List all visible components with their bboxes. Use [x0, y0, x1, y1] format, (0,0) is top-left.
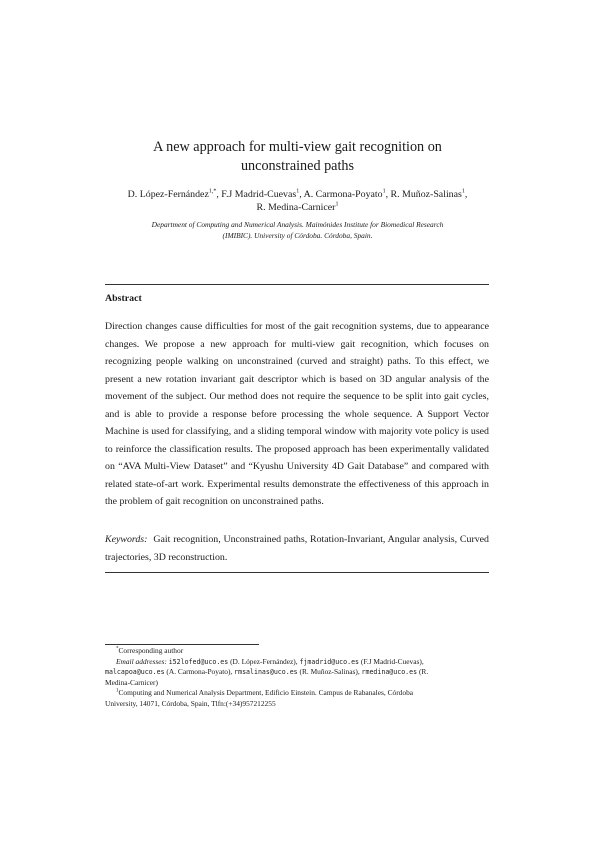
footnote-dept-line-2: University, 14071, Córdoba, Spain, Tlfn:(+34)957212255 — [105, 698, 276, 708]
email-link[interactable]: fjmadrid@uco.es — [299, 657, 360, 666]
footnote-corresponding: *Corresponding author — [116, 646, 184, 655]
abstract-bottom-rule — [105, 572, 489, 573]
email-label: Email addresses: — [116, 656, 167, 666]
author-2: F.J Madrid-Cuevas$^1$, — [221, 188, 304, 200]
footnote-dept-line-1: $^1$Computing and Numerical Analysis Department, Edificio Einstein. Campus de Rabanales, Córdoba — [116, 688, 414, 698]
paper-title — [60, 138, 535, 176]
abstract-heading: Abstract — [105, 293, 142, 304]
keywords — [105, 531, 489, 566]
author-5: R. Medina-Carnicer$^1$ — [256, 201, 339, 213]
email-link[interactable]: rmedina@uco.es — [361, 668, 418, 677]
email-link[interactable]: i52lofed@uco.es — [168, 657, 229, 666]
footnotes — [105, 646, 489, 710]
footnote-emails-line-1: Email addresses: i52lofed@uco.es (D. López-Fernández), fjmadrid@uco.es (F.J Madrid-Cuevas), — [116, 656, 424, 666]
footnote-rule — [105, 644, 259, 645]
keywords-text: Gait recognition, Unconstrained paths, Rotation-Invariant, Angular analysis, Curved trajectories, 3D reconstruction. — [105, 534, 489, 563]
title-line-2: unconstrained paths — [240, 158, 355, 174]
keywords-label: Keywords: — [105, 534, 148, 545]
abstract-body: Direction changes cause difficulties for most of the gait recognition systems, due to appearance changes. We propose a new approach for multi-view gait recognition, which focuses on recognizing people walking on unconstrained (curved and straight) paths. To this effect, we present a new rotation invariant gait descriptor which is based on 3D angular analysis of the movement of the subject. Our method does not require the sequence to be split into gait cycles, and is able to provide a response before processing the whole sequence. A Support Vector Machine is used for classifying, and a sliding temporal window with majority vote policy is used to reinforce the classification results. The proposed approach has been experimentally validated on “AVA Multi-View Dataset” and “Kyushu University 4D Gait Database” and compared with related state-of-art work. Experimental results demonstrate the effectiveness of this approach in the problem of gait recognition on unconstrained paths. — [105, 321, 489, 507]
affiliation-line-1: Department of Computing and Numerical Analysis. Maimónides Institute for Biomedical Research — [151, 220, 444, 229]
affiliation — [100, 219, 495, 241]
footnote-emails-line-3: Medina-Carnicer) — [105, 677, 158, 687]
footnote-emails-line-2: malcapoa@uco.es (A. Carmona-Poyato), rmsalinas@uco.es (R. Muñoz-Salinas), rmedina@uco.es (R. — [105, 667, 429, 677]
author-4: R. Muñoz-Salinas$^1$, — [390, 188, 468, 200]
author-3: A. Carmona-Poyato$^1$, — [303, 188, 391, 200]
author-list — [70, 188, 525, 214]
affiliation-line-2: (IMIBIC). University of Córdoba. Córdoba, Spain. — [222, 231, 373, 240]
email-link[interactable]: malcapoa@uco.es — [105, 668, 165, 677]
author-1: D. López-Fernández$^{1,*}$, — [127, 188, 222, 200]
email-link[interactable]: rmsalinas@uco.es — [234, 668, 298, 677]
title-line-1: A new approach for multi-view gait recognition on — [153, 139, 442, 155]
abstract-top-rule — [105, 284, 489, 285]
